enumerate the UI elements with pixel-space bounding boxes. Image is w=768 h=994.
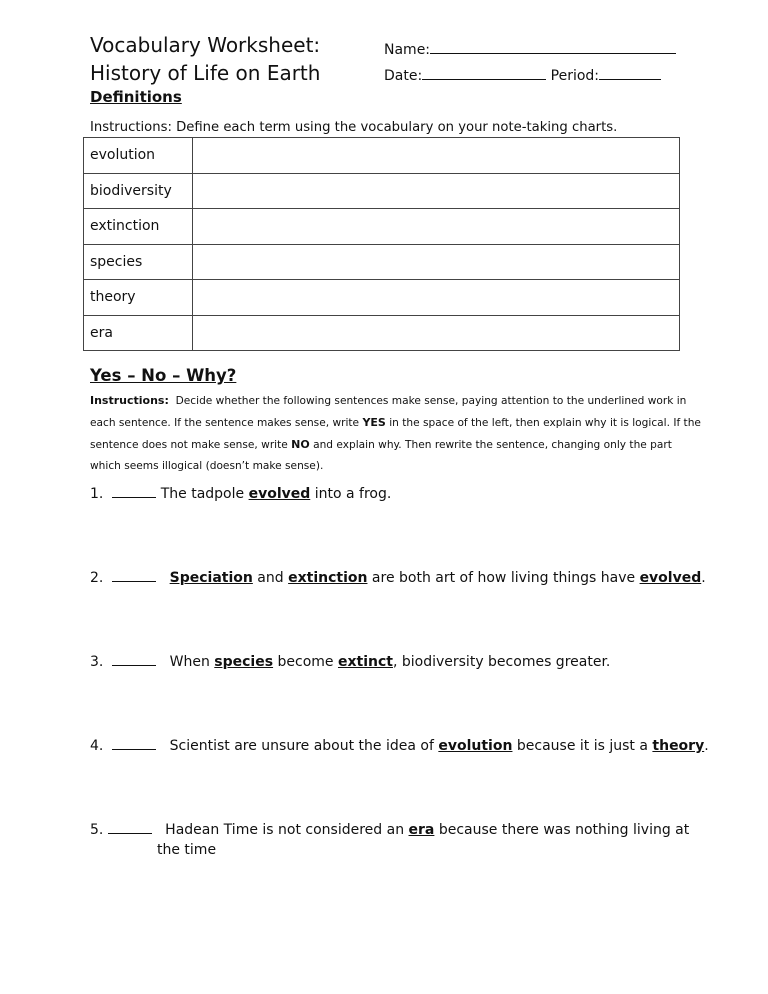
keyword: era: [408, 822, 435, 838]
question-number: 1.: [90, 486, 104, 502]
table-row: [84, 244, 680, 280]
worksheet-title-line2: History of Life on Earth: [90, 61, 321, 85]
question-1: [90, 484, 391, 504]
instructions-text: and explain why. Then rewrite the sentence, changing only the part which seems illogical (doesn’t make sense).: [90, 439, 672, 472]
definition-cell[interactable]: [193, 138, 680, 174]
term-cell: era: [84, 315, 193, 351]
date-blank[interactable]: [422, 64, 546, 80]
keyword: extinct: [337, 654, 393, 670]
term-cell: extinction: [84, 209, 193, 245]
definition-cell[interactable]: [193, 315, 680, 351]
definitions-heading: Definitions: [90, 88, 182, 106]
period-label: Period:: [550, 68, 600, 84]
period-blank[interactable]: [599, 64, 661, 80]
question-text: .: [701, 570, 706, 586]
question-text: and: [252, 570, 289, 586]
question-text: because there was nothing living at: [434, 822, 690, 838]
question-number: 2.: [90, 570, 104, 586]
term-cell: biodiversity: [84, 173, 193, 209]
question-3: [90, 652, 610, 672]
name-field[interactable]: [384, 38, 676, 58]
keyword: Speciation: [169, 570, 253, 586]
no-word: NO: [291, 438, 310, 451]
term-cell: evolution: [84, 138, 193, 174]
question-text: because it is just a: [512, 738, 653, 754]
answer-blank[interactable]: [112, 569, 156, 582]
answer-blank[interactable]: [112, 653, 156, 666]
definitions-instructions: Instructions: Define each term using the vocabulary on your note-taking charts.: [90, 120, 618, 135]
term-cell: species: [84, 244, 193, 280]
definition-cell[interactable]: [193, 280, 680, 316]
definition-cell[interactable]: [193, 244, 680, 280]
keyword: evolved: [639, 570, 702, 586]
table-row: [84, 209, 680, 245]
question-5-continuation: the time: [157, 842, 217, 858]
instructions-text: in the space of the left, then explain why it is logical. If the sentence does not make sense, write: [90, 417, 701, 451]
question-text: are both art of how living things have: [367, 570, 640, 586]
table-row: [84, 173, 680, 209]
question-text: Hadean Time is not considered an: [165, 822, 409, 838]
question-4: [90, 736, 709, 756]
answer-blank[interactable]: [108, 821, 152, 834]
keyword: evolution: [438, 738, 513, 754]
question-text: , biodiversity becomes greater.: [392, 654, 611, 670]
keyword: evolved: [248, 486, 311, 502]
yes-no-instructions: [90, 390, 705, 477]
term-cell: theory: [84, 280, 193, 316]
question-number: 3.: [90, 654, 104, 670]
question-text: become: [273, 654, 338, 670]
table-row: [84, 280, 680, 316]
instructions-text: Decide whether the following sentences make sense, paying attention to the underlined work in each sentence. If the sentence makes sense, write: [90, 395, 687, 429]
date-period-field[interactable]: [384, 64, 661, 84]
question-text: .: [704, 738, 709, 754]
table-row: [84, 138, 680, 174]
question-number: 4.: [90, 738, 104, 754]
question-text: into a frog.: [310, 486, 392, 502]
question-text: The tadpole: [160, 486, 249, 502]
name-blank[interactable]: [430, 38, 676, 54]
keyword: extinction: [288, 570, 368, 586]
question-text: When: [169, 654, 215, 670]
instructions-label: Instructions:: [90, 394, 169, 407]
definition-cell[interactable]: [193, 209, 680, 245]
vocabulary-table: [83, 137, 680, 351]
yes-word: YES: [362, 416, 386, 429]
table-row: [84, 315, 680, 351]
question-5: [90, 820, 689, 840]
definition-cell[interactable]: [193, 173, 680, 209]
answer-blank[interactable]: [112, 737, 156, 750]
question-text: Scientist are unsure about the idea of: [169, 738, 439, 754]
date-label: Date:: [384, 68, 423, 84]
question-2: [90, 568, 706, 588]
name-label: Name:: [384, 42, 431, 58]
question-number: 5.: [90, 822, 104, 838]
yes-no-why-heading: Yes – No – Why?: [90, 366, 237, 385]
worksheet-title-line1: Vocabulary Worksheet:: [90, 33, 321, 57]
keyword: species: [214, 654, 274, 670]
answer-blank[interactable]: [112, 485, 156, 498]
keyword: theory: [652, 738, 705, 754]
